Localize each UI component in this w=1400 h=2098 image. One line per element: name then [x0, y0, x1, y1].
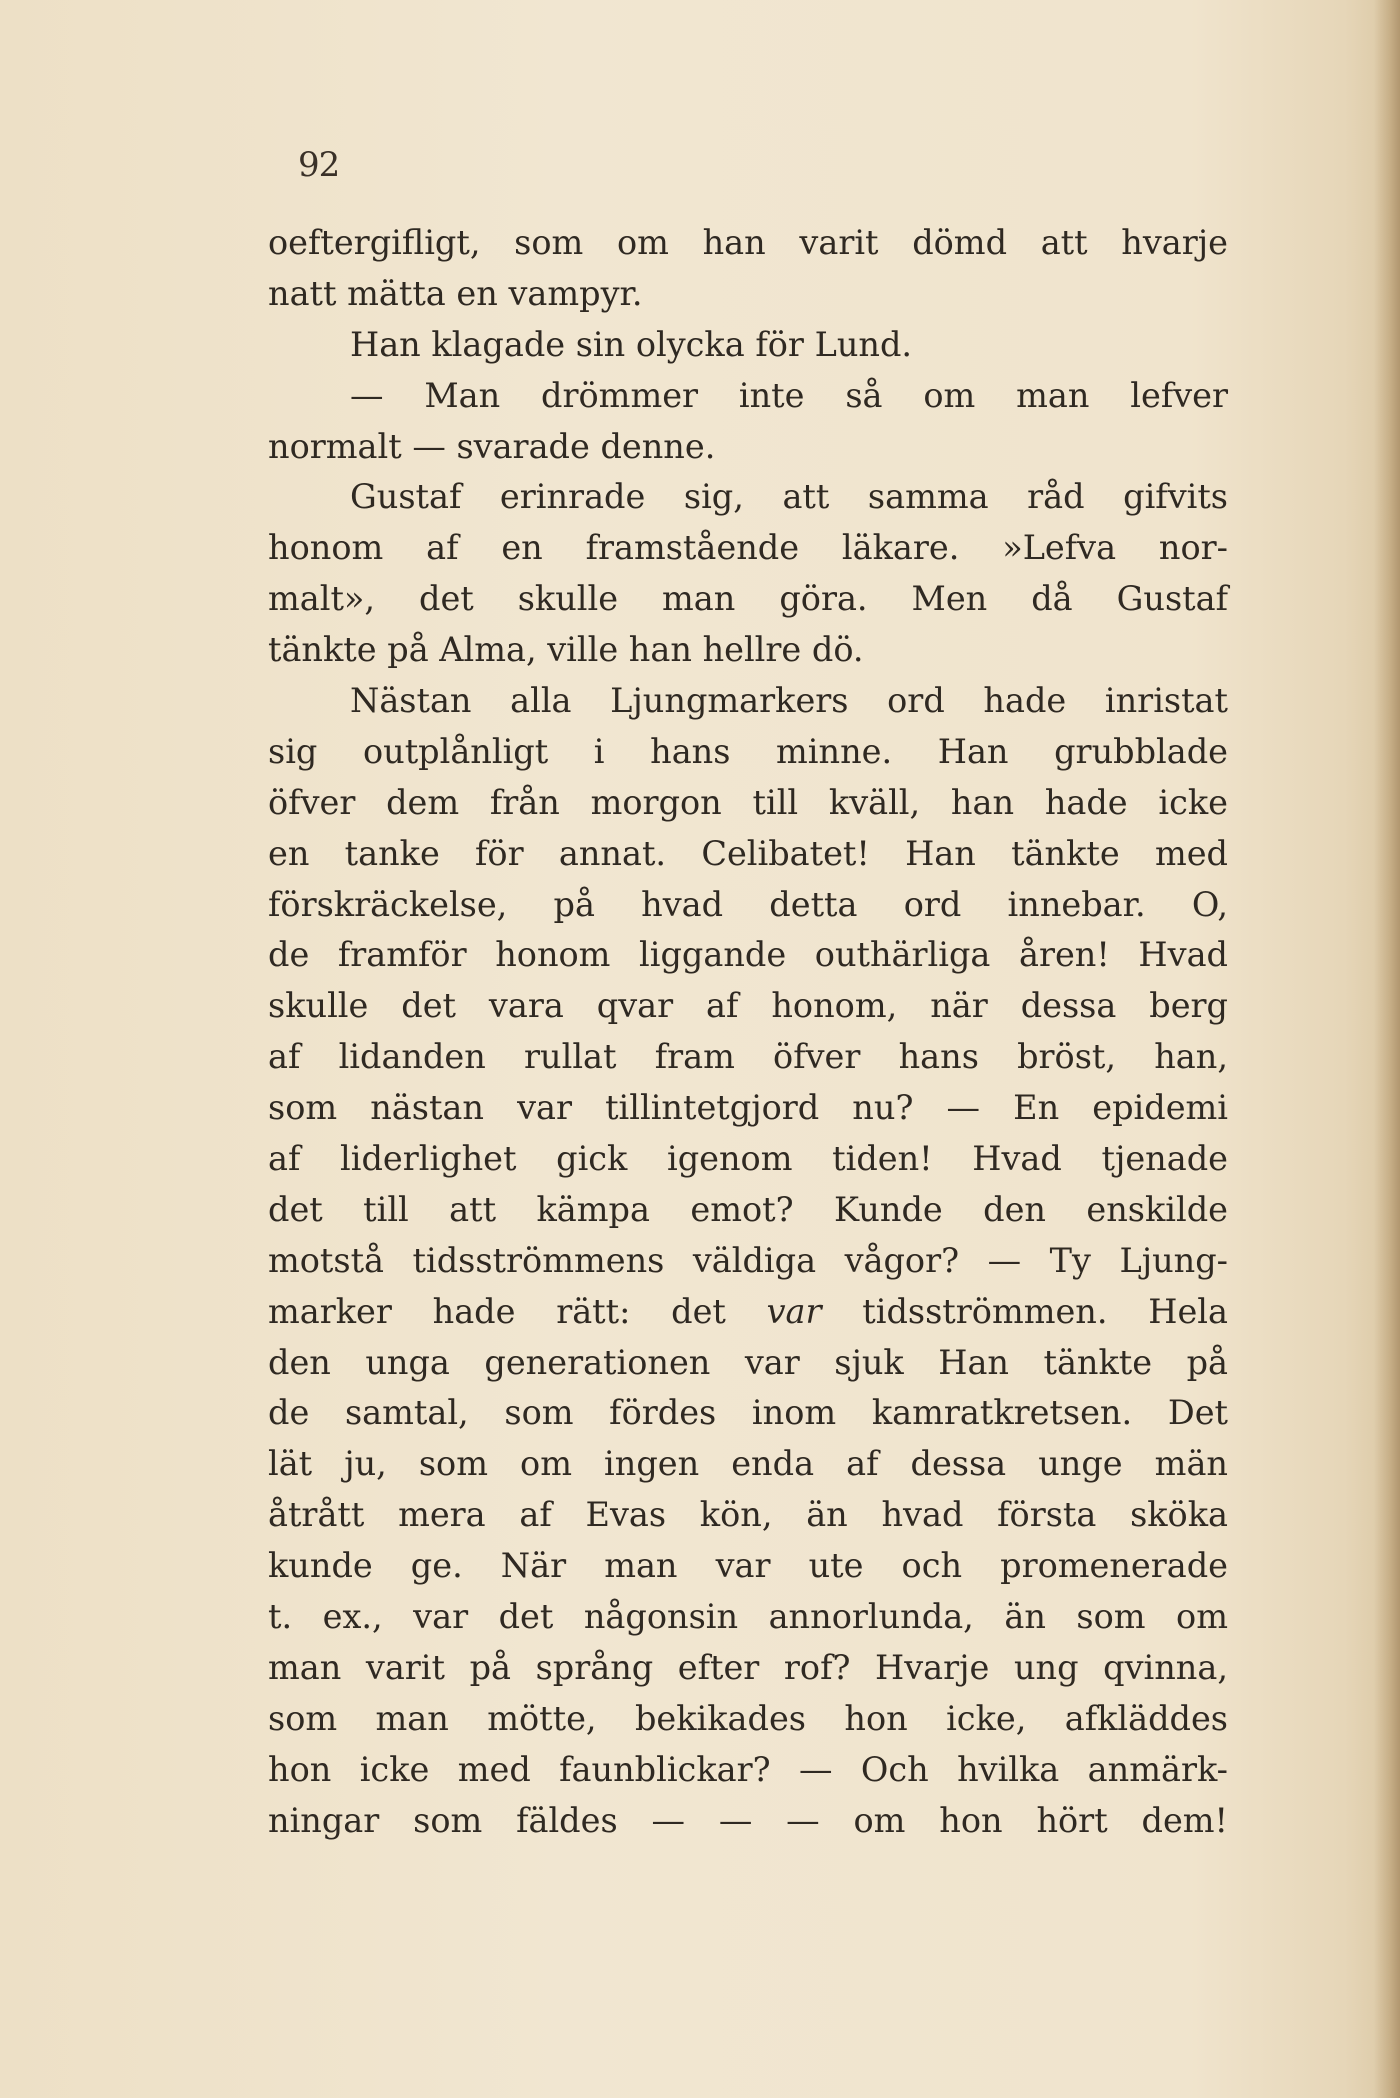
body-text: [268, 218, 1228, 1847]
emphasized-word: var: [766, 1291, 822, 1331]
text-line: skulle det vara qvar af honom, när dessa berg: [268, 986, 1228, 1026]
text-line: öfver dem från morgon till kväll, han hade icke: [268, 782, 1228, 822]
text-line: motstå tidsströmmens väldiga vågor? — Ty Ljung-: [268, 1240, 1228, 1280]
text-line: Gustaf erinrade sig, att samma råd gifvits: [350, 477, 1228, 517]
text-line: en tanke för annat. Celibatet! Han tänkte med: [268, 833, 1228, 873]
text-segment: marker hade rätt: det: [268, 1291, 767, 1331]
text-line: som nästan var tillintetgjord nu? — En epidemi: [268, 1088, 1228, 1128]
text-line: af liderlighet gick igenom tiden! Hvad tjenade: [268, 1139, 1228, 1179]
text-line-with-emphasis: [268, 1287, 1228, 1338]
text-line: af lidanden rullat fram öfver hans bröst, han,: [268, 1037, 1228, 1077]
text-line: ningar som fäldes — — — om hon hört dem!: [268, 1800, 1228, 1840]
text-line: som man mötte, bekikades hon icke, afkläddes: [268, 1698, 1228, 1738]
text-line: åtrått mera af Evas kön, än hvad första sköka: [268, 1495, 1228, 1535]
text-line: — Man drömmer inte så om man lefver: [350, 375, 1228, 415]
text-line: t. ex., var det någonsin annorlunda, än som om: [268, 1597, 1228, 1637]
text-line: det till att kämpa emot? Kunde den enskilde: [268, 1189, 1228, 1229]
text-segment: tidsströmmen. Hela: [821, 1291, 1228, 1331]
text-line: tänkte på Alma, ville han hellre dö.: [268, 630, 864, 670]
text-line: sig outplånligt i hans minne. Han grubblade: [268, 731, 1228, 771]
text-line: lät ju, som om ingen enda af dessa unge män: [268, 1444, 1228, 1484]
text-line: malt», det skulle man göra. Men då Gustaf: [268, 579, 1228, 619]
text-line: man varit på språng efter rof? Hvarje ung qvinna,: [268, 1647, 1228, 1687]
text-line: normalt — svarade denne.: [268, 426, 716, 466]
page-edge-shadow: [1374, 0, 1400, 2098]
text-line: natt mätta en vampyr.: [268, 273, 643, 313]
text-line: de samtal, som fördes inom kamratkretsen. Det: [268, 1393, 1228, 1433]
text-line: oeftergifligt, som om han varit dömd att hvarje: [268, 223, 1228, 262]
page-number: 92: [298, 145, 340, 185]
text-line: förskräckelse, på hvad detta ord innebar. O,: [268, 884, 1228, 924]
text-line: de framför honom liggande outhärliga åren! Hvad: [268, 935, 1228, 975]
text-line: Han klagade sin olycka för Lund.: [350, 324, 913, 364]
text-line: honom af en framstående läkare. »Lefva nor-: [268, 528, 1228, 568]
text-line: Nästan alla Ljungmarkers ord hade inristat: [350, 681, 1228, 721]
text-line: hon icke med faunblickar? — Och hvilka anmärk-: [268, 1749, 1228, 1789]
text-line: den unga generationen var sjuk Han tänkte på: [268, 1342, 1228, 1382]
text-line: kunde ge. När man var ute och promenerade: [268, 1546, 1228, 1586]
